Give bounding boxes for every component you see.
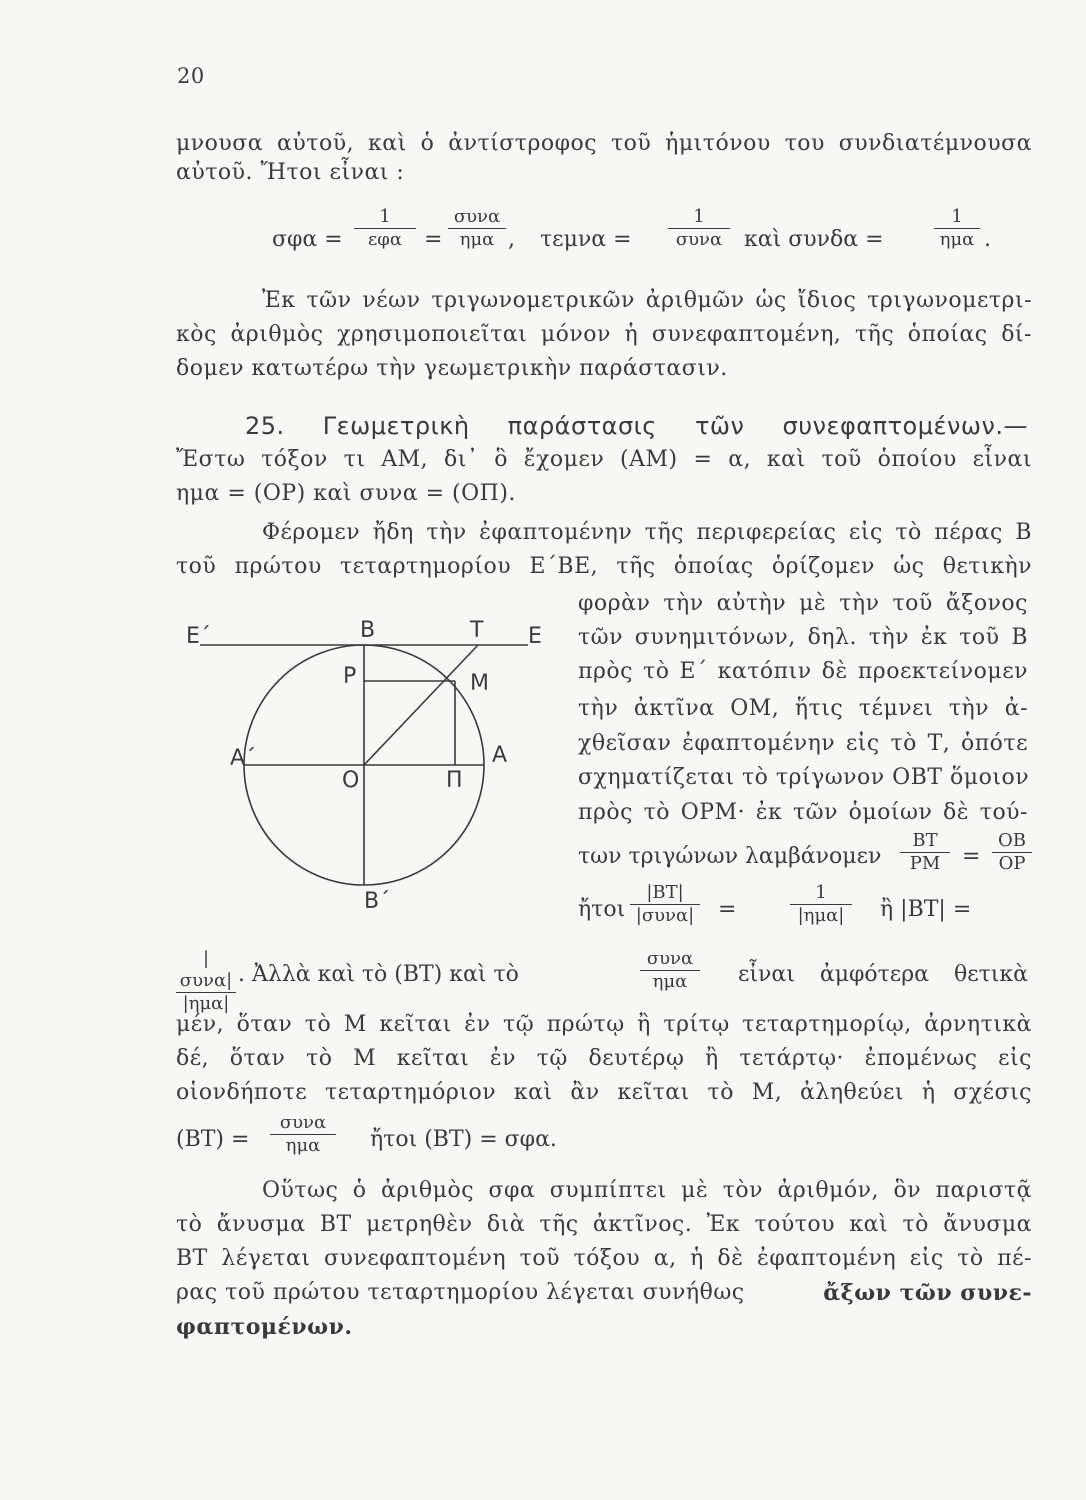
text-line: φαπτομένων. [176, 1314, 353, 1340]
label-P: Ρ [343, 664, 357, 689]
text-line: ημα = (ΟΡ) καὶ συνα = (ΟΠ). [176, 481, 516, 506]
label-A: Α [492, 743, 508, 768]
label-E-prime: Ε΄ [186, 624, 211, 649]
radius-OM [364, 645, 478, 765]
page-number: 20 [177, 64, 205, 88]
text-line: φορὰν τὴν αὐτὴν μὲ τὴν τοῦ ἄξονος [578, 591, 1028, 616]
label-E: Ε [528, 624, 542, 649]
label-A-prime: Α΄ [230, 746, 257, 771]
text-line: Φέρομεν ἤδη τὴν ἐφαπτομένην τῆς περιφερείας εἰς τὸ πέρας Β [262, 520, 1032, 545]
text-line: χθεῖσαν ἐφαπτομένην εἰς τὸ Τ, ὁπότε [578, 731, 1028, 756]
label-B-prime: Β΄ [364, 889, 391, 914]
text-line: αὐτοῦ. Ἤτοι εἶναι : [176, 160, 405, 185]
text-line: μέν, ὅταν τὸ Μ κεῖται ἐν τῷ πρώτῳ ἢ τρίτῳ τεταρτημορίῳ, ἀρνητικὰ [176, 1012, 1032, 1037]
text-line: μνουσα αὐτοῦ, καὶ ὁ ἀντίστροφος τοῦ ἡμιτόνου του συνδιατέμνουσα [176, 131, 1032, 156]
text-line: Ἐκ τῶν νέων τριγωνομετρικῶν ἀριθμῶν ὡς ἴδιος τριγωνομετρι- [262, 288, 1032, 313]
text-line: τὴν ἀκτῖνα ΟΜ, ἥτις τέμνει τὴν ἀ- [578, 696, 1028, 721]
text-line: πρὸς τὸ Ε΄ κατόπιν δὲ προεκτείνομεν [578, 659, 1028, 684]
text-line: τοῦ πρώτου τεταρτημορίου Ε΄ΒΕ, τῆς ὁποίας ὁρίζομεν ὡς θετικὴν [176, 554, 1032, 579]
text-line: δομεν κατωτέρω τὴν γεωμετρικὴν παράστασιν. [176, 356, 728, 381]
text-line: πρὸς τὸ ΟΡΜ· ἐκ τῶν ὁμοίων δὲ τού- [578, 800, 1028, 825]
label-Pi: Π [446, 768, 463, 793]
text-line: Οὕτως ὁ ἀριθμὸς σφα συμπίπτει μὲ τὸν ἀριθμόν, ὃν παριστᾷ [262, 1178, 1032, 1203]
text-line: τῶν συνημιτόνων, δηλ. τὴν ἐκ τοῦ Β [578, 625, 1028, 650]
label-M: Μ [470, 671, 489, 696]
label-T: Τ [470, 618, 484, 643]
text-line: ρας τοῦ πρώτου τεταρτημορίου λέγεται συνήθως ἄξων τῶν συνε- [176, 1280, 1032, 1306]
text-line: οἱονδήποτε τεταρτημόριον καὶ ἂν κεῖται τὸ Μ, ἀληθεύει ἡ σχέσις [176, 1080, 1032, 1105]
text-line: Ἔστω τόξον τι ΑΜ, δι᾽ ὃ ἔχομεν (ΑΜ) = α, καὶ τοῦ ὁποίου εἶναι [176, 447, 1032, 472]
text-line: τὸ ἄνυσμα ΒΤ μετρηθὲν διὰ τῆς ἀκτῖνος. Ἐκ τούτου καὶ τὸ ἄνυσμα [176, 1212, 1032, 1237]
text-line: κὸς ἀριθμὸς χρησιμοποιεῖται μόνον ἡ συνεφαπτομένη, τῆς ὁποίας δί- [176, 322, 1032, 347]
book-page: 20 μνουσα αὐτοῦ, καὶ ὁ ἀντίστροφος τοῦ ἡμιτόνου του συνδιατέμνουσα αὐτοῦ. Ἤτοι εἶναι : σφα = 1 εφα = συνα ημα , τεμνα = 1 συνα καὶ συνδα = 1 ημα . Ἐκ τῶν νέων τριγωνομετρικῶν ἀριθμῶν ὡς ἴδιος τριγωνομετρι- κὸς ἀριθμὸς χρησιμοποιεῖται μόνον ἡ συνεφαπτομένη, τῆς ὁποίας δί- δομεν κατωτέρω τὴν γεωμετρικὴν παράστασιν. 25. Γεωμετρικὴ παράστασις τῶν συνεφαπτομένων.— Ἔστω τόξον τι ΑΜ, δι᾽ ὃ ἔχομεν (ΑΜ) = α, καὶ τοῦ ὁποίου εἶναι ημα = (ΟΡ) καὶ συνα = (ΟΠ). Φέρομεν ἤδη τὴν ἐφαπτομένην τῆς περιφερείας εἰς τὸ πέρας Β τοῦ πρώτου τεταρτημορίου Ε΄ΒΕ, τῆς ὁποίας ὁρίζομεν ὡς θετικὴν φορὰν τὴν αὐτὴν μὲ τὴν τοῦ ἄξονος τῶν συνημιτόνων, δηλ. τὴν ἐκ τοῦ Β πρὸς τὸ Ε΄ κατόπιν δὲ προεκτείνομεν τὴν ἀκτῖνα ΟΜ, ἥτις τέμνει τὴν ἀ- χθεῖσαν ἐφαπτομένην εἰς τὸ Τ, ὁπότε σχηματίζεται τὸ τρίγωνον ΟΒΤ ὅμοιον πρὸς τὸ ΟΡΜ· ἐκ τῶν ὁμοίων δὲ τού- των τριγώνων λαμβάνομεν $\frac{BT}{PM}$ = $\frac{OB}{OP}$ ἤτοι |ΒΤ| |συνα| = 1 |ημα| ἢ |ΒΤ| = |συνα| |ημα| . Ἀλλὰ καὶ τὸ (ΒΤ) καὶ τὸ συνα ημα εἶναι ἀμφότερα θετικὰ μέν, ὅταν τὸ Μ κεῖται ἐν τῷ πρώτῳ ἢ τρίτῳ τεταρτημορίῳ, ἀρνητικὰ δέ, ὅταν τὸ Μ κεῖται ἐν τῷ δευτέρῳ ἢ τετάρτῳ· ἐπομένως εἰς οἱονδήποτε τεταρτημόριον καὶ ἂν κεῖται τὸ Μ, ἀληθεύει ἡ σχέσις (ΒΤ) = συνα ημα ἤτοι (ΒΤ) = σφα. Οὕτως ὁ ἀριθμὸς σφα συμπίπτει μὲ τὸν ἀριθμόν, ὃν παριστᾷ τὸ ἄνυσμα ΒΤ μετρηθὲν διὰ τῆς ἀκτῖνος. Ἐκ τούτου καὶ τὸ ἄνυσμα ΒΤ λέγεται συνεφαπτομένη τοῦ τόξου α, ἡ δὲ ἐφαπτομένη εἰς τὸ πέ- ρας τοῦ πρώτου τεταρτημορίου λέγεται συνήθως ἄξων τῶν συνε- φαπτομένων. Ε΄ Β Τ Ε Ρ Μ Α΄ Α Ο Π Β΄ [0, 0, 1086, 1500]
section-heading: 25. Γεωμετρικὴ παράστασις τῶν συνεφαπτομένων.— [245, 412, 1028, 440]
text-line: σχηματίζεται τὸ τρίγωνον ΟΒΤ ὅμοιον [578, 765, 1030, 790]
label-B: Β [360, 618, 376, 643]
text-line: ΒΤ λέγεται συνεφαπτομένη τοῦ τόξου α, ἡ δὲ ἐφαπτομένη εἰς τὸ πέ- [176, 1246, 1032, 1271]
text-line: δέ, ὅταν τὸ Μ κεῖται ἐν τῷ δευτέρῳ ἢ τετάρτῳ· ἐπομένως εἰς [176, 1046, 1032, 1071]
label-O: Ο [342, 768, 360, 793]
